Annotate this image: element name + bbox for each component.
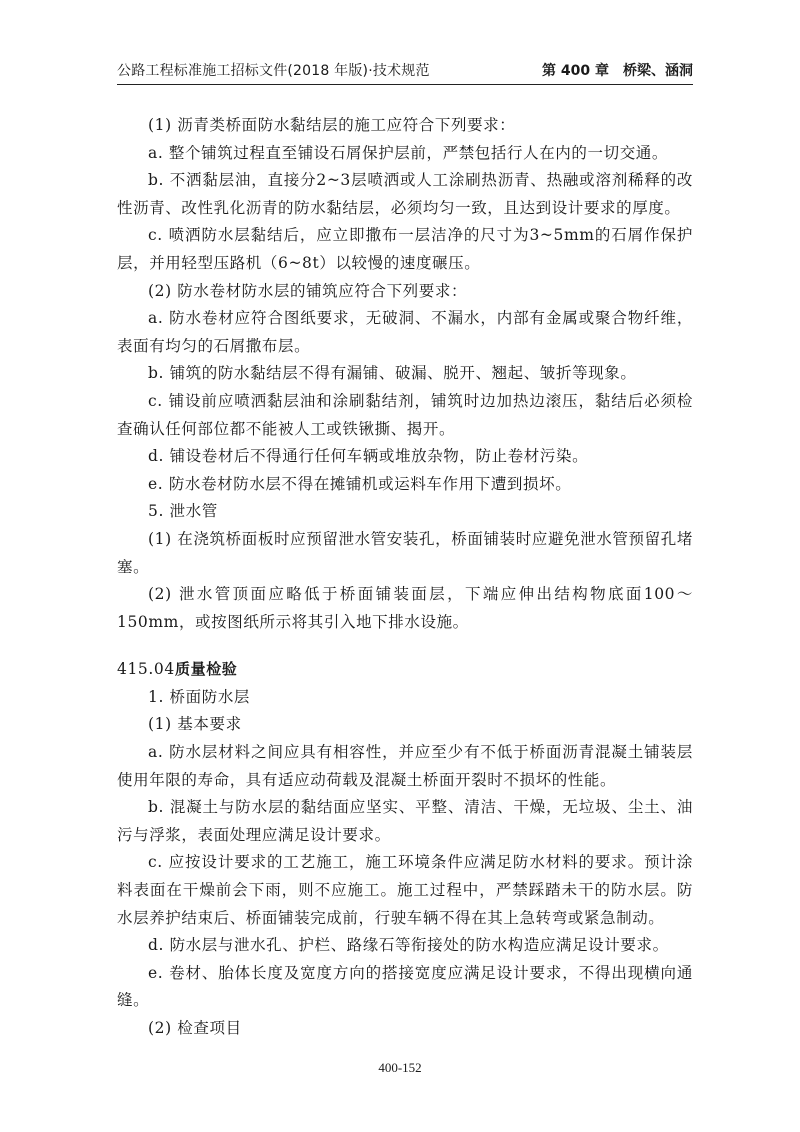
section-number: 415.04	[117, 660, 175, 679]
paragraph: b. 混凝土与防水层的黏结面应坚实、平整、清洁、干燥，无垃圾、尘土、油污与浮浆，表面处理应满足设计要求。	[117, 798, 693, 844]
subsection-heading: 1. 桥面防水层	[148, 687, 251, 706]
paragraph: b. 铺筑的防水黏结层不得有漏铺、破漏、脱开、翘起、皱折等现象。	[148, 364, 637, 383]
paragraph: (2) 防水卷材防水层的铺筑应符合下列要求：	[148, 281, 468, 300]
page-number: 400-152	[378, 1060, 422, 1075]
subsection-heading: (1) 基本要求	[148, 715, 242, 734]
page-body	[117, 112, 693, 1043]
subsection-heading: 5. 泄水管	[148, 502, 218, 521]
paragraph: d. 铺设卷材后不得通行任何车辆或堆放杂物，防止卷材污染。	[148, 447, 589, 466]
paragraph: a. 整个铺筑过程直至铺设石屑保护层前，严禁包括行人在内的一切交通。	[148, 143, 668, 162]
paragraph: b. 不洒黏层油，直接分2~3层喷洒或人工涂刷热沥青、热融或溶剂稀释的改性沥青、改性乳化沥青的防水黏结层，必须均匀一致，且达到设计要求的厚度。	[117, 171, 693, 217]
section-heading	[117, 656, 693, 684]
running-header	[117, 58, 693, 85]
paragraph: e. 防水卷材防水层不得在摊铺机或运料车作用下遭到损坏。	[148, 474, 572, 493]
paragraph: c. 喷洒防水层黏结后，应立即撒布一层洁净的尺寸为3~5mm的石屑作保护层，并用轻型压路机（6~8t）以较慢的速度碾压。	[117, 226, 693, 272]
paragraph: c. 铺设前应喷洒黏层油和涂刷黏结剂，铺筑时边加热边滚压，黏结后必须检查确认任何部位都不能被人工或铁锹撕、揭开。	[117, 391, 693, 438]
header-document-title: 公路工程标准施工招标文件(2018 年版)·技术规范	[117, 63, 430, 79]
subsection-heading: (2) 检查项目	[148, 1019, 242, 1037]
section-title: 质量检验	[175, 660, 238, 679]
paragraph: c. 应按设计要求的工艺施工，施工环境条件应满足防水材料的要求。预计涂料表面在干燥前会下雨，则不应施工。施工过程中，严禁踩踏未干的防水层。防水层养护结束后、桥面铺装完成前，行驶车辆不得在其上急转弯或紧急制动。	[117, 853, 693, 927]
paragraph: d. 防水层与泄水孔、护栏、路缘石等衔接处的防水构造应满足设计要求。	[148, 936, 669, 955]
header-chapter-title: 第 400 章 桥梁、涵洞	[542, 63, 693, 79]
paragraph: a. 防水卷材应符合图纸要求，无破洞、不漏水，内部有金属或聚合物纤维，表面有均匀的石屑撒布层。	[117, 309, 693, 355]
paragraph: (1) 沥青类桥面防水黏结层的施工应符合下列要求：	[148, 116, 516, 134]
paragraph: (2) 泄水管顶面应略低于桥面铺装面层，下端应伸出结构物底面100～150mm，或按图纸所示将其引入地下排水设施。	[117, 585, 693, 631]
paragraph: a. 防水层材料之间应具有相容性，并应至少有不低于桥面沥青混凝土铺装层使用年限的寿命，具有适应动荷载及混凝土桥面开裂时不损坏的性能。	[117, 743, 693, 789]
paragraph: (1) 在浇筑桥面板时应预留泄水管安装孔，桥面铺装时应避免泄水管预留孔堵塞。	[117, 529, 693, 576]
paragraph: e. 卷材、胎体长度及宽度方向的搭接宽度应满足设计要求，不得出现横向通缝。	[117, 963, 693, 1010]
